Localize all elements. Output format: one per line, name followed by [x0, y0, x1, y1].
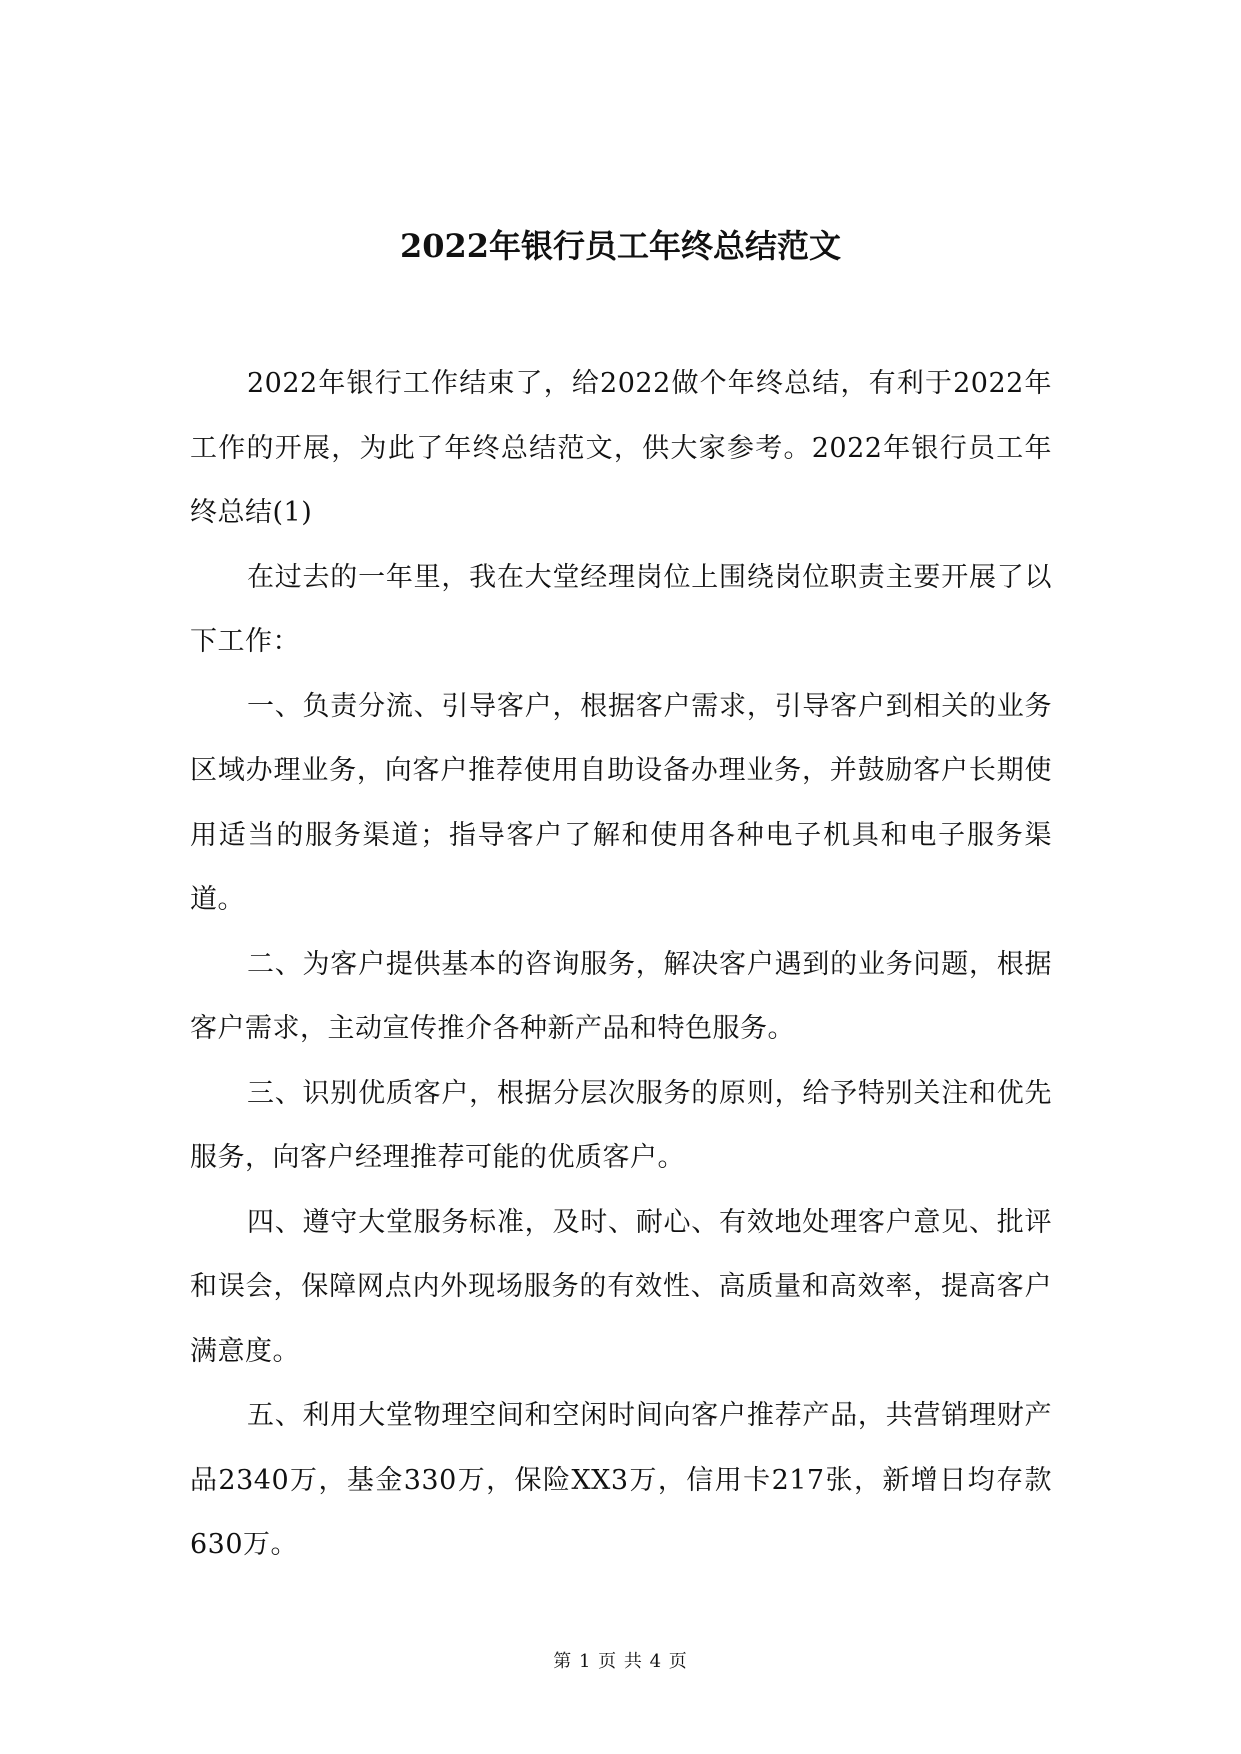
- paragraph-work-summary: 在过去的一年里，我在大堂经理岗位上围绕岗位职责主要开展了以下工作：: [190, 561, 1052, 657]
- paragraph-item-2: 二、为客户提供基本的咨询服务，解决客户遇到的业务问题，根据客户需求，主动宣传推介各种新产品和特色服务。: [190, 948, 1052, 1044]
- paragraph-item-1: 一、负责分流、引导客户，根据客户需求，引导客户到相关的业务区域办理业务，向客户推荐使用自助设备办理业务，并鼓励客户长期使用适当的服务渠道；指导客户了解和使用各种电子机具和电子服务渠道。: [190, 690, 1052, 915]
- paragraph-item-5: 五、利用大堂物理空间和空闲时间向客户推荐产品，共营销理财产品2340万，基金330万，保险XX3万，信用卡217张，新增日均存款630万。: [190, 1400, 1052, 1560]
- paragraph-intro: 2022年银行工作结束了，给2022做个年终总结，有利于2022年工作的开展，为此了年终总结范文，供大家参考。2022年银行员工年终总结(1): [190, 368, 1052, 528]
- document-body: [190, 352, 1052, 1578]
- paragraph-item-3: 三、识别优质客户，根据分层次服务的原则，给予特别关注和优先服务，向客户经理推荐可能的优质客户。: [190, 1077, 1052, 1173]
- page-footer: 第 1 页 共 4 页: [553, 1651, 688, 1672]
- paragraph-item-4: 四、遵守大堂服务标准，及时、耐心、有效地处理客户意见、批评和误会，保障网点内外现场服务的有效性、高质量和高效率，提高客户满意度。: [190, 1206, 1052, 1367]
- document-title: 2022年银行员工年终总结范文: [399, 227, 842, 265]
